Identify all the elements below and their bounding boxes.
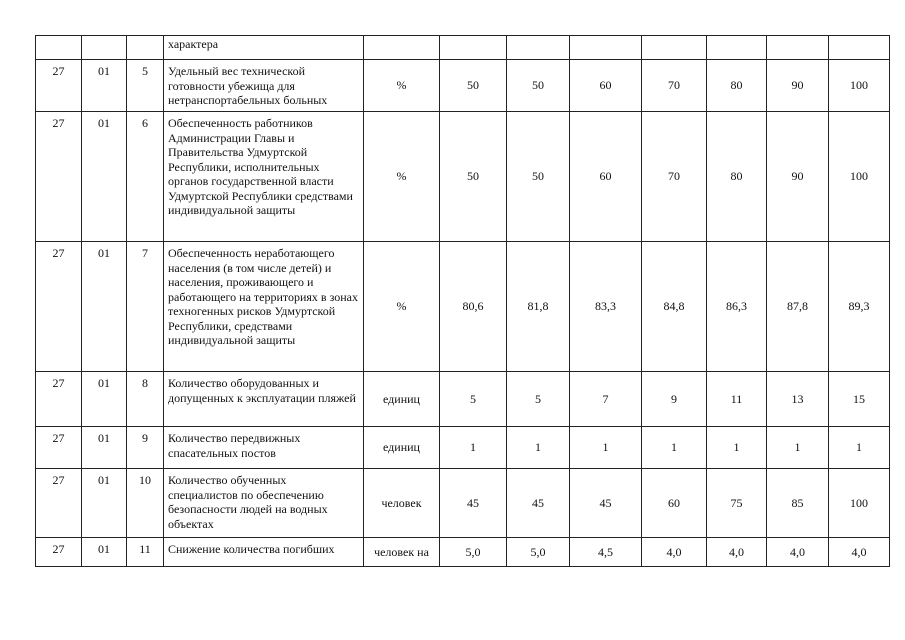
cell-value: 70 xyxy=(642,112,707,242)
cell-value: 85 xyxy=(767,469,829,538)
indicators-table xyxy=(35,35,890,567)
cell-value: 4,0 xyxy=(829,538,890,567)
cell-value: 5 xyxy=(440,372,507,427)
cell-num xyxy=(127,36,164,60)
cell-unit: человек на xyxy=(364,538,440,567)
cell-value: 60 xyxy=(570,112,642,242)
cell-unit: единиц xyxy=(364,372,440,427)
cell-value: 13 xyxy=(767,372,829,427)
cell-code1: 27 xyxy=(36,112,82,242)
cell-code2: 01 xyxy=(82,469,127,538)
cell-code1: 27 xyxy=(36,372,82,427)
cell-name: Количество оборудованных и допущенных к эксплуатации пляжей xyxy=(164,372,364,427)
cell-value: 15 xyxy=(829,372,890,427)
cell-value: 4,0 xyxy=(767,538,829,567)
cell-value: 84,8 xyxy=(642,242,707,372)
cell-value xyxy=(767,36,829,60)
cell-name: Количество передвижных спасательных постов xyxy=(164,427,364,469)
cell-code2: 01 xyxy=(82,242,127,372)
cell-unit: % xyxy=(364,60,440,112)
cell-value: 11 xyxy=(707,372,767,427)
cell-num: 10 xyxy=(127,469,164,538)
cell-code2 xyxy=(82,36,127,60)
cell-value: 1 xyxy=(642,427,707,469)
cell-value: 80 xyxy=(707,112,767,242)
cell-code1: 27 xyxy=(36,538,82,567)
cell-code2: 01 xyxy=(82,372,127,427)
cell-value: 45 xyxy=(507,469,570,538)
cell-value: 4,0 xyxy=(707,538,767,567)
cell-name: Обеспеченность работников Администрации Главы и Правительства Удмуртской Республики, исполнительных органов государственной власти Удмуртской Республики средствами индивидуальной защиты xyxy=(164,112,364,242)
cell-value: 90 xyxy=(767,112,829,242)
cell-value xyxy=(642,36,707,60)
cell-unit: человек xyxy=(364,469,440,538)
cell-num: 9 xyxy=(127,427,164,469)
cell-code1: 27 xyxy=(36,469,82,538)
cell-code2: 01 xyxy=(82,427,127,469)
cell-code1 xyxy=(36,36,82,60)
cell-value: 90 xyxy=(767,60,829,112)
cell-value: 100 xyxy=(829,60,890,112)
cell-value: 89,3 xyxy=(829,242,890,372)
cell-num: 7 xyxy=(127,242,164,372)
cell-name: Количество обученных специалистов по обеспечению безопасности людей на водных объектах xyxy=(164,469,364,538)
cell-value xyxy=(440,36,507,60)
table-row xyxy=(36,242,890,372)
cell-value: 50 xyxy=(507,60,570,112)
cell-value xyxy=(707,36,767,60)
cell-unit: % xyxy=(364,112,440,242)
cell-value: 100 xyxy=(829,469,890,538)
cell-code1: 27 xyxy=(36,427,82,469)
cell-num: 11 xyxy=(127,538,164,567)
cell-name: Обеспеченность неработающего населения (в том числе детей) и населения, проживающего и работающего на территориях в зонах техногенных рисков Удмуртской Республики, средствами индивидуальной защиты xyxy=(164,242,364,372)
cell-value xyxy=(507,36,570,60)
cell-value: 45 xyxy=(570,469,642,538)
cell-value: 4,5 xyxy=(570,538,642,567)
cell-value: 5 xyxy=(507,372,570,427)
cell-num: 8 xyxy=(127,372,164,427)
cell-value: 50 xyxy=(507,112,570,242)
cell-value: 83,3 xyxy=(570,242,642,372)
cell-value: 1 xyxy=(507,427,570,469)
cell-num: 5 xyxy=(127,60,164,112)
table-row xyxy=(36,372,890,427)
cell-value: 81,8 xyxy=(507,242,570,372)
cell-value: 1 xyxy=(570,427,642,469)
cell-unit: единиц xyxy=(364,427,440,469)
table-row xyxy=(36,538,890,567)
cell-value: 60 xyxy=(570,60,642,112)
cell-value: 86,3 xyxy=(707,242,767,372)
table-row xyxy=(36,427,890,469)
cell-name: Удельный вес технической готовности убежища для нетранспортабельных больных xyxy=(164,60,364,112)
table-row xyxy=(36,469,890,538)
cell-value: 5,0 xyxy=(440,538,507,567)
cell-unit: % xyxy=(364,242,440,372)
cell-code2: 01 xyxy=(82,538,127,567)
cell-value: 1 xyxy=(767,427,829,469)
cell-value: 50 xyxy=(440,60,507,112)
cell-value: 1 xyxy=(829,427,890,469)
cell-value: 45 xyxy=(440,469,507,538)
cell-value: 60 xyxy=(642,469,707,538)
cell-name: Снижение количества погибших xyxy=(164,538,364,567)
cell-value: 1 xyxy=(707,427,767,469)
cell-code2: 01 xyxy=(82,60,127,112)
cell-value: 7 xyxy=(570,372,642,427)
cell-value: 87,8 xyxy=(767,242,829,372)
cell-code1: 27 xyxy=(36,242,82,372)
cell-unit xyxy=(364,36,440,60)
cell-name: характера xyxy=(164,36,364,60)
table-row xyxy=(36,36,890,60)
table-row xyxy=(36,60,890,112)
cell-value xyxy=(829,36,890,60)
table-row xyxy=(36,112,890,242)
cell-value xyxy=(570,36,642,60)
cell-value: 9 xyxy=(642,372,707,427)
cell-value: 50 xyxy=(440,112,507,242)
cell-value: 1 xyxy=(440,427,507,469)
cell-code2: 01 xyxy=(82,112,127,242)
cell-value: 4,0 xyxy=(642,538,707,567)
cell-value: 80 xyxy=(707,60,767,112)
cell-value: 70 xyxy=(642,60,707,112)
cell-value: 75 xyxy=(707,469,767,538)
cell-num: 6 xyxy=(127,112,164,242)
cell-value: 100 xyxy=(829,112,890,242)
cell-value: 5,0 xyxy=(507,538,570,567)
cell-code1: 27 xyxy=(36,60,82,112)
cell-value: 80,6 xyxy=(440,242,507,372)
